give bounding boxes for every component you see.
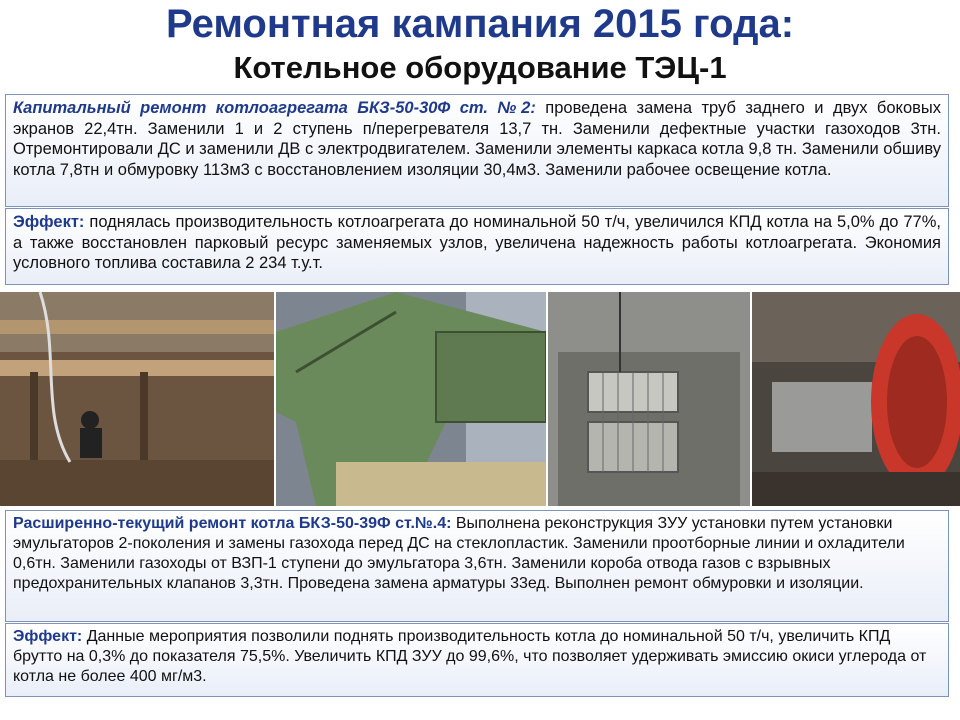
extended-repair-box [5,510,949,622]
capital-effect-box [5,208,949,285]
page-title: Ремонтная кампания 2015 года: [165,2,795,46]
photo-strip [0,292,960,506]
capital-repair-text: проведена замена труб заднего и двух боковых экранов 22,4тн. Заменили 1 и 2 ступень п/перегревателя 13,7 тн. Заменили дефектные участки газоходов 3тн. Отремонтировали ДС и заменили ДВ с электродвигателем. Заменили элементы каркаса котла 9,8 тн. Заменили обшиву котла 7,8тн и обмуровку 113м3 с восстановлением изоляции 30,4м3. Заменили рабочее освещение котла. [13,99,942,179]
capital-effect-label: Эффект: [13,213,85,231]
photo-red-fan [752,292,960,506]
page-subtitle: Котельное оборудование ТЭЦ-1 [233,50,727,85]
extended-repair-text: Выполнена реконструкция ЗУУ установки путем установки эмульгаторов 2-поколения и замены газохода перед ДС на стеклопластик. Заменили проотборные линии и охладители 0,6тн. Заменили газоходы от ВЗП-1 ступени до эмульгатора 3,6тн. Заменили короба отвода газов с взрывных предохранительных клапанов 3,3тн. Проведена замена арматуры 33ед. Выполнен ремонт обмуровки и изоляции. [13,515,905,592]
capital-effect-text: поднялась производительность котлоагрегата до номинальной 50 т/ч, увеличился КПД котла на 5,0% до 77%, а также восстановлен парковый ресурс заменяемых узлов, увеличена надежность работы котлоагрегата. Экономия условного топлива составила 2 234 т.у.т. [13,213,941,272]
extended-effect-text: Данные мероприятия позволили поднять производительность котла до номинальной 50 т/ч, увеличить КПД брутто на 0,3% до показателя 75,5%. Увеличить КПД ЗУУ до 99,6%, что позволяет удерживать эмиссию окиси углерода от котла не более 400 мг/м3. [13,628,927,685]
photo-boiler-interior [0,292,274,506]
extended-effect-label: Эффект: [13,628,83,645]
capital-repair-box [5,94,949,207]
photo-emulsifier-frames [548,292,750,506]
photo-green-duct [276,292,546,506]
extended-repair-label: Расширенно-текущий ремонт котла БКЗ-50-39Ф ст.№.4: [13,515,452,532]
capital-repair-label: Капитальный ремонт котлоагрегата БКЗ-50-30Ф ст. №2: [13,99,536,117]
extended-effect-box [5,623,949,697]
